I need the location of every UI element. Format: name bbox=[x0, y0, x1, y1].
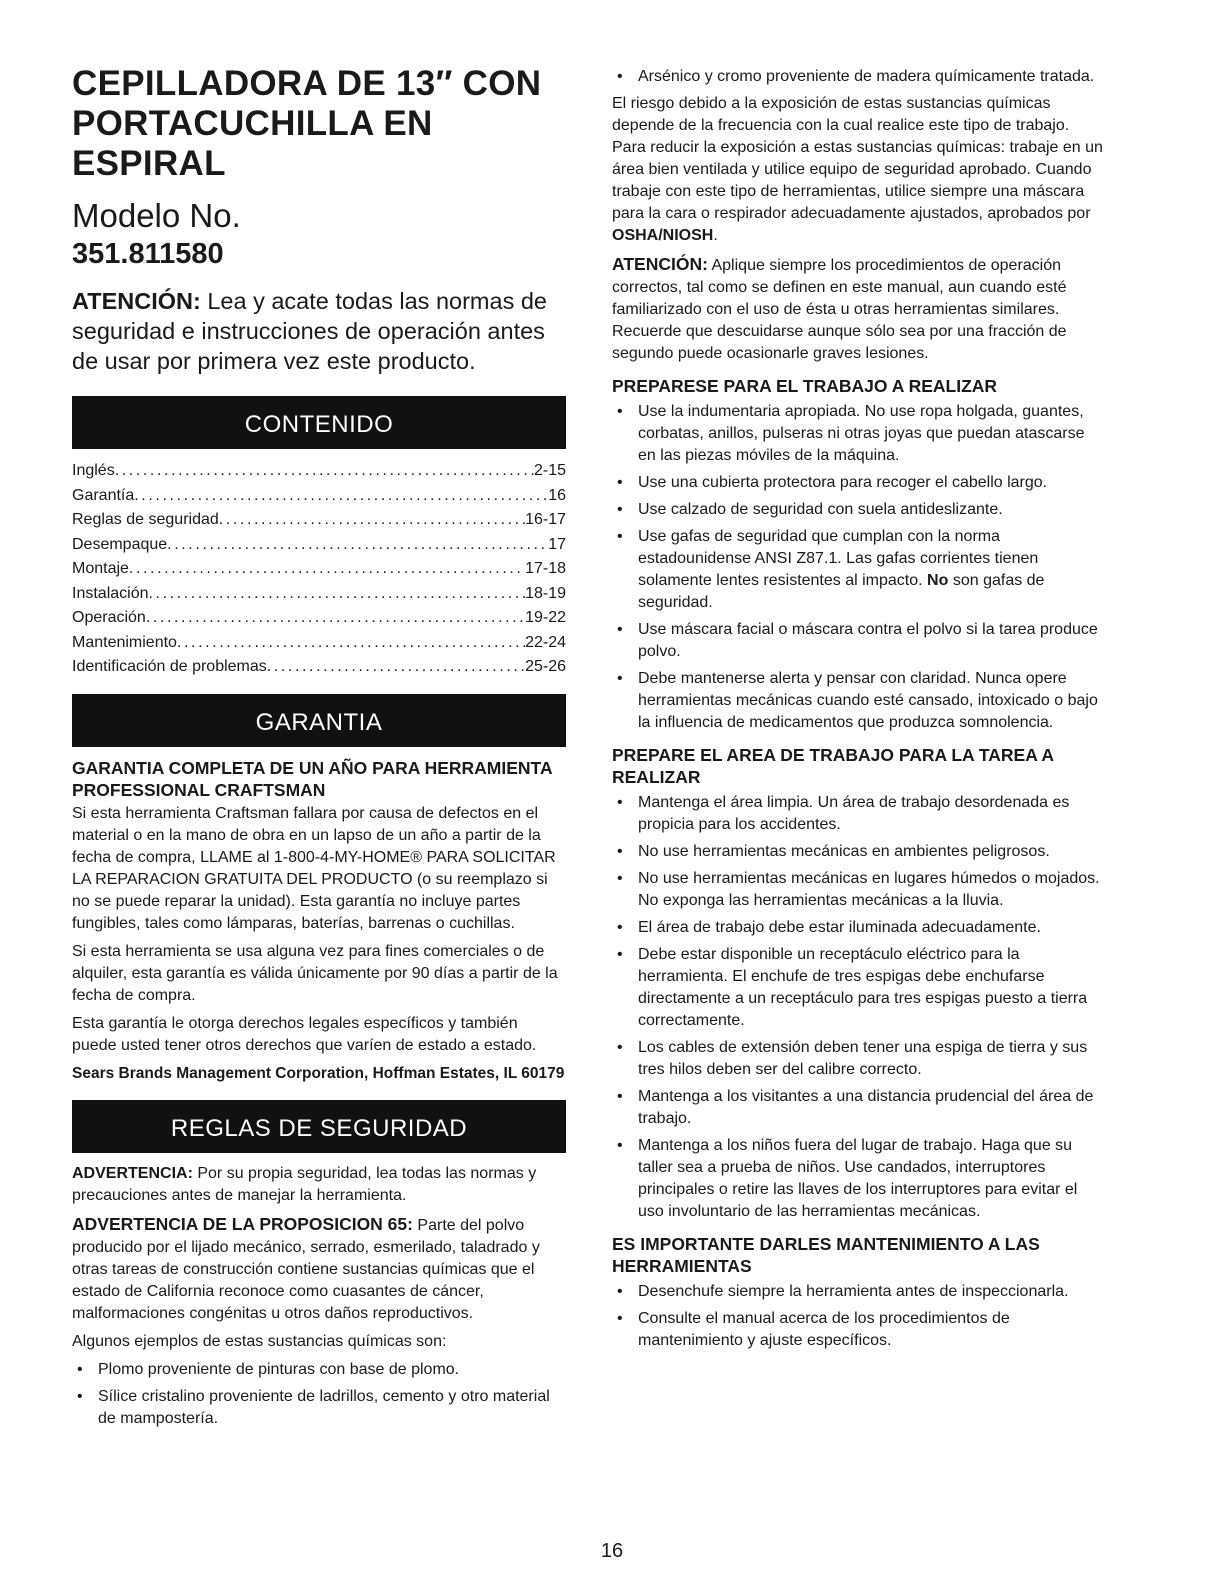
document-title bbox=[72, 64, 566, 184]
maintenance-heading: ES IMPORTANTE DARLES MANTENIMIENTO A LAS HERRAMIENTAS bbox=[612, 1234, 1040, 1276]
glasses-text-end: son gafas de seguridad. bbox=[638, 572, 1045, 611]
list-item: • Los cables de extensión deben tener una espiga de tierra y sus tres hilos deben ser del calibre correcto. bbox=[612, 1037, 1106, 1081]
toc-row[interactable]: Reglas de seguridad ..... 16-17 bbox=[72, 508, 566, 533]
list-item: • Use máscara facial o máscara contra el polvo si la tarea produce polvo. bbox=[612, 619, 1106, 663]
warranty-banner: GARANTIA bbox=[72, 694, 566, 747]
attention-label: ATENCIÓN: bbox=[72, 288, 201, 314]
toc-row[interactable]: Inglés ..... 2-15 bbox=[72, 459, 566, 484]
list-item: • Desenchufe siempre la herramienta antes de inspeccionarla. bbox=[612, 1281, 1106, 1303]
list-item: • Plomo proveniente de pinturas con base de plomo. bbox=[72, 1359, 566, 1381]
warranty-paragraph: Si esta herramienta se usa alguna vez para fines comerciales o de alquiler, esta garantía es válida únicamente por 90 días a partir de la fecha de compra. bbox=[72, 942, 558, 1004]
toc-row[interactable]: Operación ..... 19-22 bbox=[72, 606, 566, 631]
prepare-area-heading: PREPARE EL AREA DE TRABAJO PARA LA TAREA A REALIZAR bbox=[612, 745, 1054, 787]
toc-row[interactable]: Montaje ..... 17-18 bbox=[72, 557, 566, 582]
prop65-label: ADVERTENCIA DE LA PROPOSICION 65: bbox=[72, 1213, 413, 1234]
title-line-1: CEPILLADORA DE 13″ CON bbox=[72, 64, 542, 103]
list-item: • Mantenga el área limpia. Un área de trabajo desordenada es propicia para los accidentes. bbox=[612, 792, 1106, 836]
list-item: • Arsénico y cromo proveniente de madera químicamente tratada. bbox=[612, 66, 1106, 88]
contents-banner: CONTENIDO bbox=[72, 396, 566, 449]
list-item bbox=[612, 526, 1106, 614]
list-item: • El área de trabajo debe estar iluminada adecuadamente. bbox=[612, 917, 1106, 939]
list-item: • Use calzado de seguridad con suela antideslizante. bbox=[612, 499, 1106, 521]
attention-notice bbox=[72, 286, 566, 376]
glasses-text: Use gafas de seguridad que cumplan con la norma estadounidense ANSI Z87.1. Las gafas corrientes tienen solamente lentes resistentes al impacto. bbox=[638, 528, 1039, 589]
warning-paragraph bbox=[72, 1163, 566, 1207]
toc-row[interactable]: Instalación ..... 18-19 bbox=[72, 582, 566, 607]
warning-label: ADVERTENCIA: bbox=[72, 1164, 193, 1182]
company-address: Sears Brands Management Corporation, Hoffman Estates, IL 60179 bbox=[72, 1064, 565, 1082]
list-item: • Debe estar disponible un receptáculo eléctrico para la herramienta. El enchufe de tres espigas debe enchufarse directamente a un receptáculo para tres espigas puesto a tierra correctamente. bbox=[612, 944, 1106, 1032]
model-number: 351.811580 bbox=[72, 238, 224, 270]
list-item: • Sílice cristalino proveniente de ladrillos, cemento y otro material de mampostería. bbox=[72, 1386, 566, 1430]
prepare-work-list bbox=[612, 401, 1106, 734]
examples-intro: Algunos ejemplos de estas sustancias químicas son: bbox=[72, 1332, 447, 1350]
attention-paragraph bbox=[612, 253, 1106, 365]
attention-label-2: ATENCIÓN: bbox=[612, 254, 708, 274]
glasses-no: No bbox=[927, 572, 949, 589]
warranty-paragraph: Esta garantía le otorga derechos legales específicos y también puede usted tener otros derechos que varíen de estado a estado. bbox=[72, 1014, 537, 1054]
prop65-text: Parte del polvo producido por el lijado mecánico, serrado, esmerilado, taladrado y otras tareas de construcción contiene sustancias químicas que el estado de California reconoce como cuasantes de cáncer, malformaciones congénitas u otros daños reproductivos. bbox=[72, 1216, 540, 1322]
risk-text: El riesgo debido a la exposición de estas sustancias químicas depende de la frecuencia con la cual realice este tipo de trabajo. Para reducir la exposición a estas sustancias químicas: trabaje en un área bien ventilada y utilice equipo de seguridad aprobado. Cuando trabaje con este tipo de herramientas, utilice siempre una máscara para la cara o respirador adecuadamente ajustados, aprobados por bbox=[612, 95, 1103, 222]
title-line-2: PORTACUCHILLA EN ESPIRAL bbox=[72, 104, 433, 183]
left-column bbox=[72, 64, 566, 1435]
list-item: • Mantenga a los niños fuera del lugar de trabajo. Haga que su taller sea a prueba de niños. Use candados, interruptores principales o retire las llaves de los interruptores para evitar el uso involuntario de las herramientas mecánicas. bbox=[612, 1135, 1106, 1223]
model-label: Modelo No. bbox=[72, 197, 241, 234]
osha-niosh: OSHA/NIOSH bbox=[612, 227, 714, 244]
list-item: • Mantenga a los visitantes a una distancia prudencial del área de trabajo. bbox=[612, 1086, 1106, 1130]
toc-row[interactable]: Mantenimiento ..... 22-24 bbox=[72, 631, 566, 656]
toc-row[interactable]: Garantía ..... 16 bbox=[72, 484, 566, 509]
toc-row[interactable]: Desempaque ..... 17 bbox=[72, 533, 566, 558]
maintenance-list bbox=[612, 1281, 1106, 1352]
list-item: • Consulte el manual acerca de los procedimientos de mantenimiento y ajuste específicos. bbox=[612, 1308, 1106, 1352]
attention-text: Lea y acate todas las normas de seguridad e instrucciones de operación antes de usar por primera vez este producto. bbox=[72, 288, 547, 374]
list-item: • Use una cubierta protectora para recoger el cabello largo. bbox=[612, 472, 1106, 494]
list-item: • No use herramientas mecánicas en ambientes peligrosos. bbox=[612, 841, 1106, 863]
risk-text-end: . bbox=[713, 227, 718, 244]
prepare-area-list bbox=[612, 792, 1106, 1223]
warning-text: Por su propia seguridad, lea todas las normas y precauciones antes de manejar la herramienta. bbox=[72, 1164, 537, 1204]
list-item: • No use herramientas mecánicas en lugares húmedos o mojados. No exponga las herramientas mecánicas a la lluvia. bbox=[612, 868, 1106, 912]
examples-list-continued bbox=[612, 66, 1106, 88]
toc-row[interactable]: Identificación de problemas ..... 25-26 bbox=[72, 655, 566, 680]
page-number: 16 bbox=[600, 1540, 624, 1562]
safety-banner: REGLAS DE SEGURIDAD bbox=[72, 1100, 566, 1153]
prop65-paragraph bbox=[72, 1213, 566, 1325]
prepare-work-heading: PREPARESE PARA EL TRABAJO A REALIZAR bbox=[612, 376, 998, 396]
attention-text-2: Aplique siempre los procedimientos de operación correctos, tal como se definen en este manual, aun cuando esté familiarizado con el uso de ésta u otras herramientas similares. Recuerde que descuidarse aunque sólo sea por una fracción de segundo puede ocasionarle graves lesiones. bbox=[612, 257, 1067, 362]
risk-paragraph bbox=[612, 93, 1106, 247]
right-column bbox=[612, 66, 1106, 1357]
examples-list bbox=[72, 1359, 566, 1430]
table-of-contents bbox=[72, 459, 566, 680]
warranty-paragraph: Si esta herramienta Craftsman fallara por causa de defectos en el material o en la mano de obra en un lapso de un año a partir de la fecha de compra, LLAME al 1-800-4-MY-HOME® PARA SOLICITAR LA REPARACION GRATUITA DEL PRODUCTO (o su reemplazo si no se puede reparar la unidad). Esta garantía no incluye partes fungibles, tales como lámparas, baterías, barrenas o cuchillas. bbox=[72, 804, 556, 932]
warranty-subheading: GARANTIA COMPLETA DE UN AÑO PARA HERRAMIENTA PROFESSIONAL CRAFTSMAN bbox=[72, 757, 552, 800]
list-item: • Debe mantenerse alerta y pensar con claridad. Nunca opere herramientas mecánicas cuando esté cansado, intoxicado o bajo la influencia de medicamentos que produzca somnolencia. bbox=[612, 668, 1106, 734]
list-item: • Use la indumentaria apropiada. No use ropa holgada, guantes, corbatas, anillos, pulseras ni otras joyas que puedan atascarse en las piezas móviles de la máquina. bbox=[612, 401, 1106, 467]
